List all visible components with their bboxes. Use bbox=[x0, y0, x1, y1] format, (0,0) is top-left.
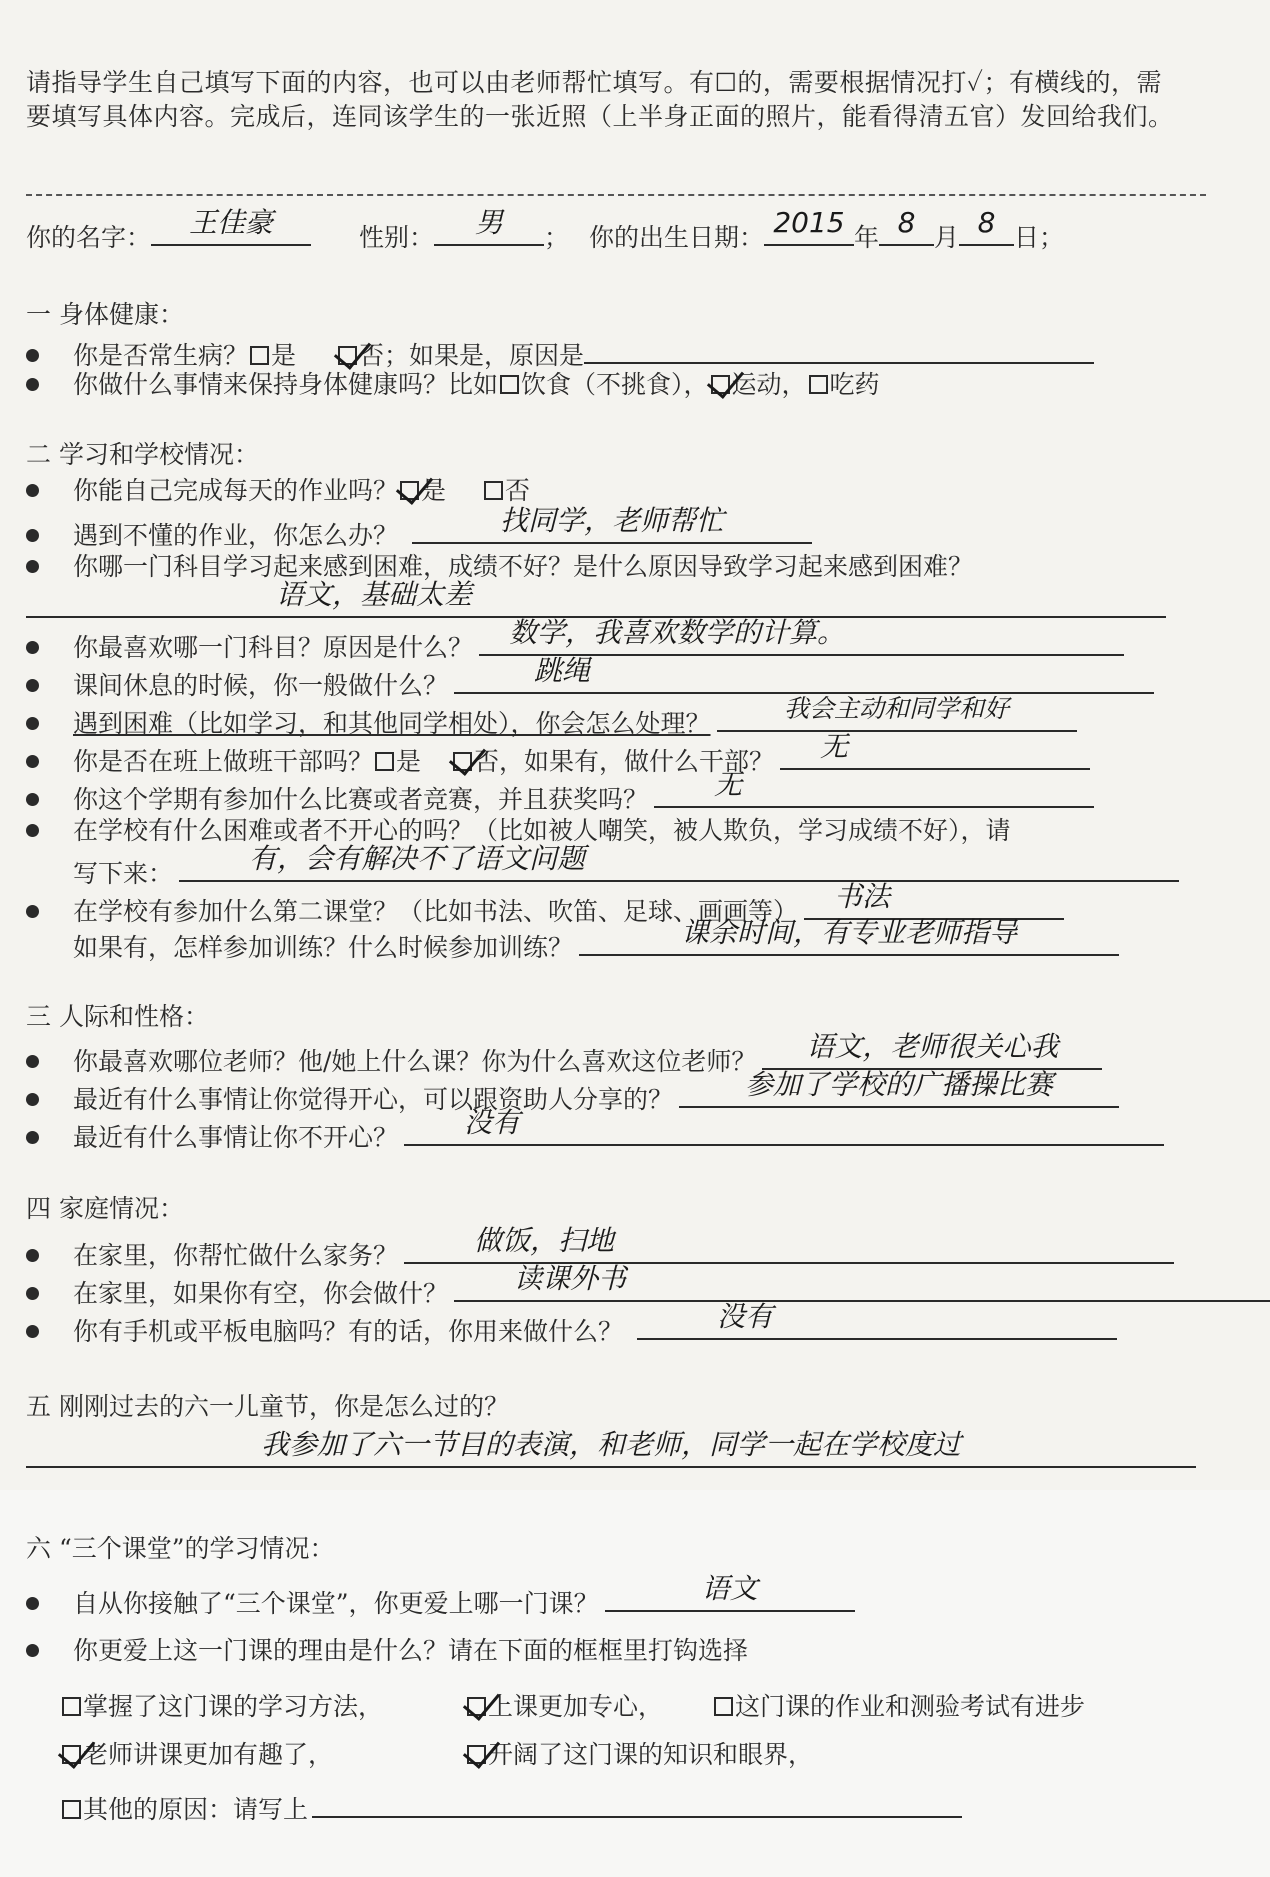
s2-q1-yes-checkbox[interactable] bbox=[400, 481, 419, 500]
s2-q9-answer-row: 写下来： 有，会有解决不了语文问题 bbox=[73, 850, 1179, 891]
s6-option-focus: 上课更加专心， bbox=[465, 1690, 663, 1724]
section-4-title: 四 家庭情况： bbox=[26, 1194, 184, 1223]
birth-label: 你的出生日期： bbox=[588, 223, 764, 252]
s6-option-interesting: 老师讲课更加有趣了， bbox=[60, 1738, 333, 1772]
s6-focus-checkbox[interactable] bbox=[467, 1697, 486, 1716]
s3-q1-field[interactable]: 语文，老师很关心我 bbox=[762, 1038, 1102, 1070]
s2-q5-field[interactable]: 跳绳 bbox=[454, 662, 1154, 694]
s6-other-field[interactable] bbox=[312, 1786, 962, 1818]
bullet-icon bbox=[26, 1287, 39, 1300]
s5-answer-row bbox=[26, 1428, 1196, 1477]
day-value: 8 bbox=[977, 206, 996, 239]
bullet-icon bbox=[26, 755, 39, 768]
year-value: 2015 bbox=[773, 206, 845, 239]
name-field[interactable] bbox=[151, 206, 311, 246]
s3-q1-row: 你最喜欢哪位老师？他/她上什么课？你为什么喜欢这位老师？ 语文，老师很关心我 bbox=[26, 1038, 1102, 1079]
s3-q3-row: 最近有什么事情让你不开心？ 没有 bbox=[26, 1114, 1164, 1155]
month-field[interactable] bbox=[879, 206, 934, 246]
section-5-title: 五 刚刚过去的六一儿童节，你是怎么过的？ bbox=[26, 1392, 509, 1421]
s2-q8-field[interactable]: 无 bbox=[654, 776, 1094, 808]
s1-q2-row: 你做什么事情来保持身体健康吗？比如 饮食（不挑食）， 运动， 吃药 bbox=[26, 368, 880, 402]
s2-q3-field[interactable]: 语文，基础太差 bbox=[26, 586, 1166, 618]
s1-q2-exercise-checkbox[interactable] bbox=[711, 375, 730, 394]
bullet-icon bbox=[26, 1055, 39, 1068]
s6-option-other: 其他的原因：请写上 bbox=[60, 1786, 962, 1827]
s1-q1-yes-checkbox[interactable] bbox=[250, 346, 269, 365]
s2-q4-field[interactable]: 数学，我喜欢数学的计算。 bbox=[479, 624, 1124, 656]
s2-q8-row: 你这个学期有参加什么比赛或者竞赛，并且获奖吗？ 无 bbox=[26, 776, 1094, 817]
gender-label: 性别： bbox=[358, 223, 434, 252]
s2-q1-row: 你能自己完成每天的作业吗？ 是 否 bbox=[26, 474, 530, 508]
intro-text: 请指导学生自己填写下面的内容，也可以由老师帮忙填写。有☐的，需要根据情况打✓；有横线的，需要填写具体内容。完成后，连同该学生的一张近照（上半身正面的照片，能看得清五官）发回给我们。 bbox=[26, 68, 1174, 131]
s2-q9-row: 在学校有什么困难或者不开心的吗？（比如被人嘲笑，被人欺负，学习成绩不好），请 bbox=[26, 814, 1011, 848]
s6-interesting-checkbox[interactable] bbox=[62, 1745, 81, 1764]
s4-q2-row: 在家里，如果你有空，你会做什？ 读课外书 bbox=[26, 1270, 1270, 1311]
section-3-title: 三 人际和性格： bbox=[26, 1002, 209, 1031]
s2-q6-row: 遇到困难（比如学习，和其他同学相处），你会怎么处理？ 我会主动和同学和好 bbox=[26, 700, 1077, 741]
s4-q3-row: 你有手机或平板电脑吗？有的话，你用来做什么？ 没有 bbox=[26, 1308, 1117, 1349]
bullet-icon bbox=[26, 717, 39, 730]
s4-q3-field[interactable]: 没有 bbox=[637, 1308, 1117, 1340]
s2-q7-field[interactable]: 无 bbox=[780, 738, 1090, 770]
s3-q3-field[interactable]: 没有 bbox=[404, 1114, 1164, 1146]
s2-q2-row: 遇到不懂的作业，你怎么办？ 找同学，老师帮忙 bbox=[26, 512, 812, 553]
bullet-icon bbox=[26, 1644, 39, 1657]
s6-progress-checkbox[interactable] bbox=[714, 1697, 733, 1716]
s2-q7-row: 你是否在班上做班干部吗？ 是 否，如果有，做什么干部？ 无 bbox=[26, 738, 1090, 779]
s2-q7-yes-checkbox[interactable] bbox=[375, 752, 394, 771]
month-unit: 月 bbox=[933, 223, 959, 252]
s2-q10-row: 在学校有参加什么第二课堂？（比如书法、吹笛、足球、画画等） 书法 bbox=[26, 888, 1064, 929]
month-value: 8 bbox=[897, 206, 916, 239]
s2-q10-field[interactable]: 书法 bbox=[804, 888, 1064, 920]
s4-q1-row: 在家里，你帮忙做什么家务？ 做饭，扫地 bbox=[26, 1232, 1174, 1273]
bullet-icon bbox=[26, 560, 39, 573]
s6-option-progress: 这门课的作业和测验考试有进步 bbox=[712, 1690, 1085, 1724]
section-2-title: 二 学习和学校情况： bbox=[26, 440, 259, 469]
day-unit: 日； bbox=[1014, 223, 1065, 252]
s4-q2-field[interactable]: 读课外书 bbox=[454, 1270, 1270, 1302]
s2-q4-row: 你最喜欢哪一门科目？原因是什么？ 数学，我喜欢数学的计算。 bbox=[26, 624, 1124, 665]
s6-q1-row: 自从你接触了“三个课堂”，你更爱上哪一门课？ 语文 bbox=[26, 1580, 855, 1621]
s2-q3-row: 你哪一门科目学习起来感到困难，成绩不好？是什么原因导致学习起来感到困难？ bbox=[26, 550, 973, 584]
s2-q11-field[interactable]: 课余时间，有专业老师指导 bbox=[579, 924, 1119, 956]
bullet-icon bbox=[26, 793, 39, 806]
s1-q2-medicine-checkbox[interactable] bbox=[809, 375, 828, 394]
s6-q1-field[interactable]: 语文 bbox=[605, 1580, 855, 1612]
bullet-icon bbox=[26, 1597, 39, 1610]
s5-field[interactable]: 我参加了六一节目的表演，和老师，同学一起在学校度过 bbox=[26, 1436, 1196, 1468]
s6-knowledge-checkbox[interactable] bbox=[467, 1745, 486, 1764]
section-6-title: 六 “三个课堂”的学习情况： bbox=[26, 1534, 335, 1563]
name-label: 你的名字： bbox=[26, 223, 152, 252]
gender-field[interactable] bbox=[434, 206, 544, 246]
s2-q9-field[interactable]: 有，会有解决不了语文问题 bbox=[179, 850, 1179, 882]
year-unit: 年 bbox=[853, 223, 879, 252]
s3-q2-row: 最近有什么事情让你觉得开心，可以跟资助人分享的？ 参加了学校的广播操比赛 bbox=[26, 1076, 1119, 1117]
s1-q1-reason-field[interactable] bbox=[584, 332, 1094, 364]
bullet-icon bbox=[26, 529, 39, 542]
s6-method-checkbox[interactable] bbox=[62, 1697, 81, 1716]
divider bbox=[26, 194, 1206, 196]
s6-option-method: 掌握了这门课的学习方法， bbox=[60, 1690, 383, 1724]
s6-q2-row: 你更爱上这一门课的理由是什么？请在下面的框框里打钩选择 bbox=[26, 1634, 748, 1668]
bullet-icon bbox=[26, 1131, 39, 1144]
bullet-icon bbox=[26, 905, 39, 918]
s2-q6-field[interactable]: 我会主动和同学和好 bbox=[717, 700, 1077, 732]
gender-value: 男 bbox=[474, 206, 503, 239]
bullet-icon bbox=[26, 824, 39, 837]
bullet-icon bbox=[26, 679, 39, 692]
s6-other-checkbox[interactable] bbox=[62, 1800, 81, 1819]
bullet-icon bbox=[26, 1249, 39, 1262]
s4-q1-field[interactable]: 做饭，扫地 bbox=[404, 1232, 1174, 1264]
bullet-icon bbox=[26, 378, 39, 391]
bullet-icon bbox=[26, 1093, 39, 1106]
year-field[interactable] bbox=[764, 206, 854, 246]
day-field[interactable] bbox=[959, 206, 1014, 246]
bullet-icon bbox=[26, 484, 39, 497]
s2-q5-row: 课间休息的时候，你一般做什么？ 跳绳 bbox=[26, 662, 1154, 703]
s1-q2-diet-checkbox[interactable] bbox=[500, 375, 519, 394]
s2-q1-no-checkbox[interactable] bbox=[484, 481, 503, 500]
s2-q11-row: 如果有，怎样参加训练？什么时候参加训练？ 课余时间，有专业老师指导 bbox=[73, 924, 1119, 965]
s1-q1-row: 你是否常生病？ 是 否；如果是，原因是 bbox=[26, 332, 1094, 373]
s1-q1-no-checkbox[interactable] bbox=[338, 346, 357, 365]
bullet-icon bbox=[26, 641, 39, 654]
s6-option-knowledge: 开阔了这门课的知识和眼界， bbox=[465, 1738, 813, 1772]
section-1-title: 一 身体健康： bbox=[26, 300, 184, 329]
s2-q7-no-checkbox[interactable] bbox=[453, 752, 472, 771]
bullet-icon bbox=[26, 349, 39, 362]
s3-q2-field[interactable]: 参加了学校的广播操比赛 bbox=[679, 1076, 1119, 1108]
bullet-icon bbox=[26, 1325, 39, 1338]
s2-q2-field[interactable]: 找同学，老师帮忙 bbox=[412, 512, 812, 544]
basic-info-row: 你的名字： 王佳豪 性别： 男 ； 你的出生日期： 2015 年 8 月 8 日； bbox=[26, 206, 1065, 252]
name-value: 王佳豪 bbox=[189, 206, 274, 239]
